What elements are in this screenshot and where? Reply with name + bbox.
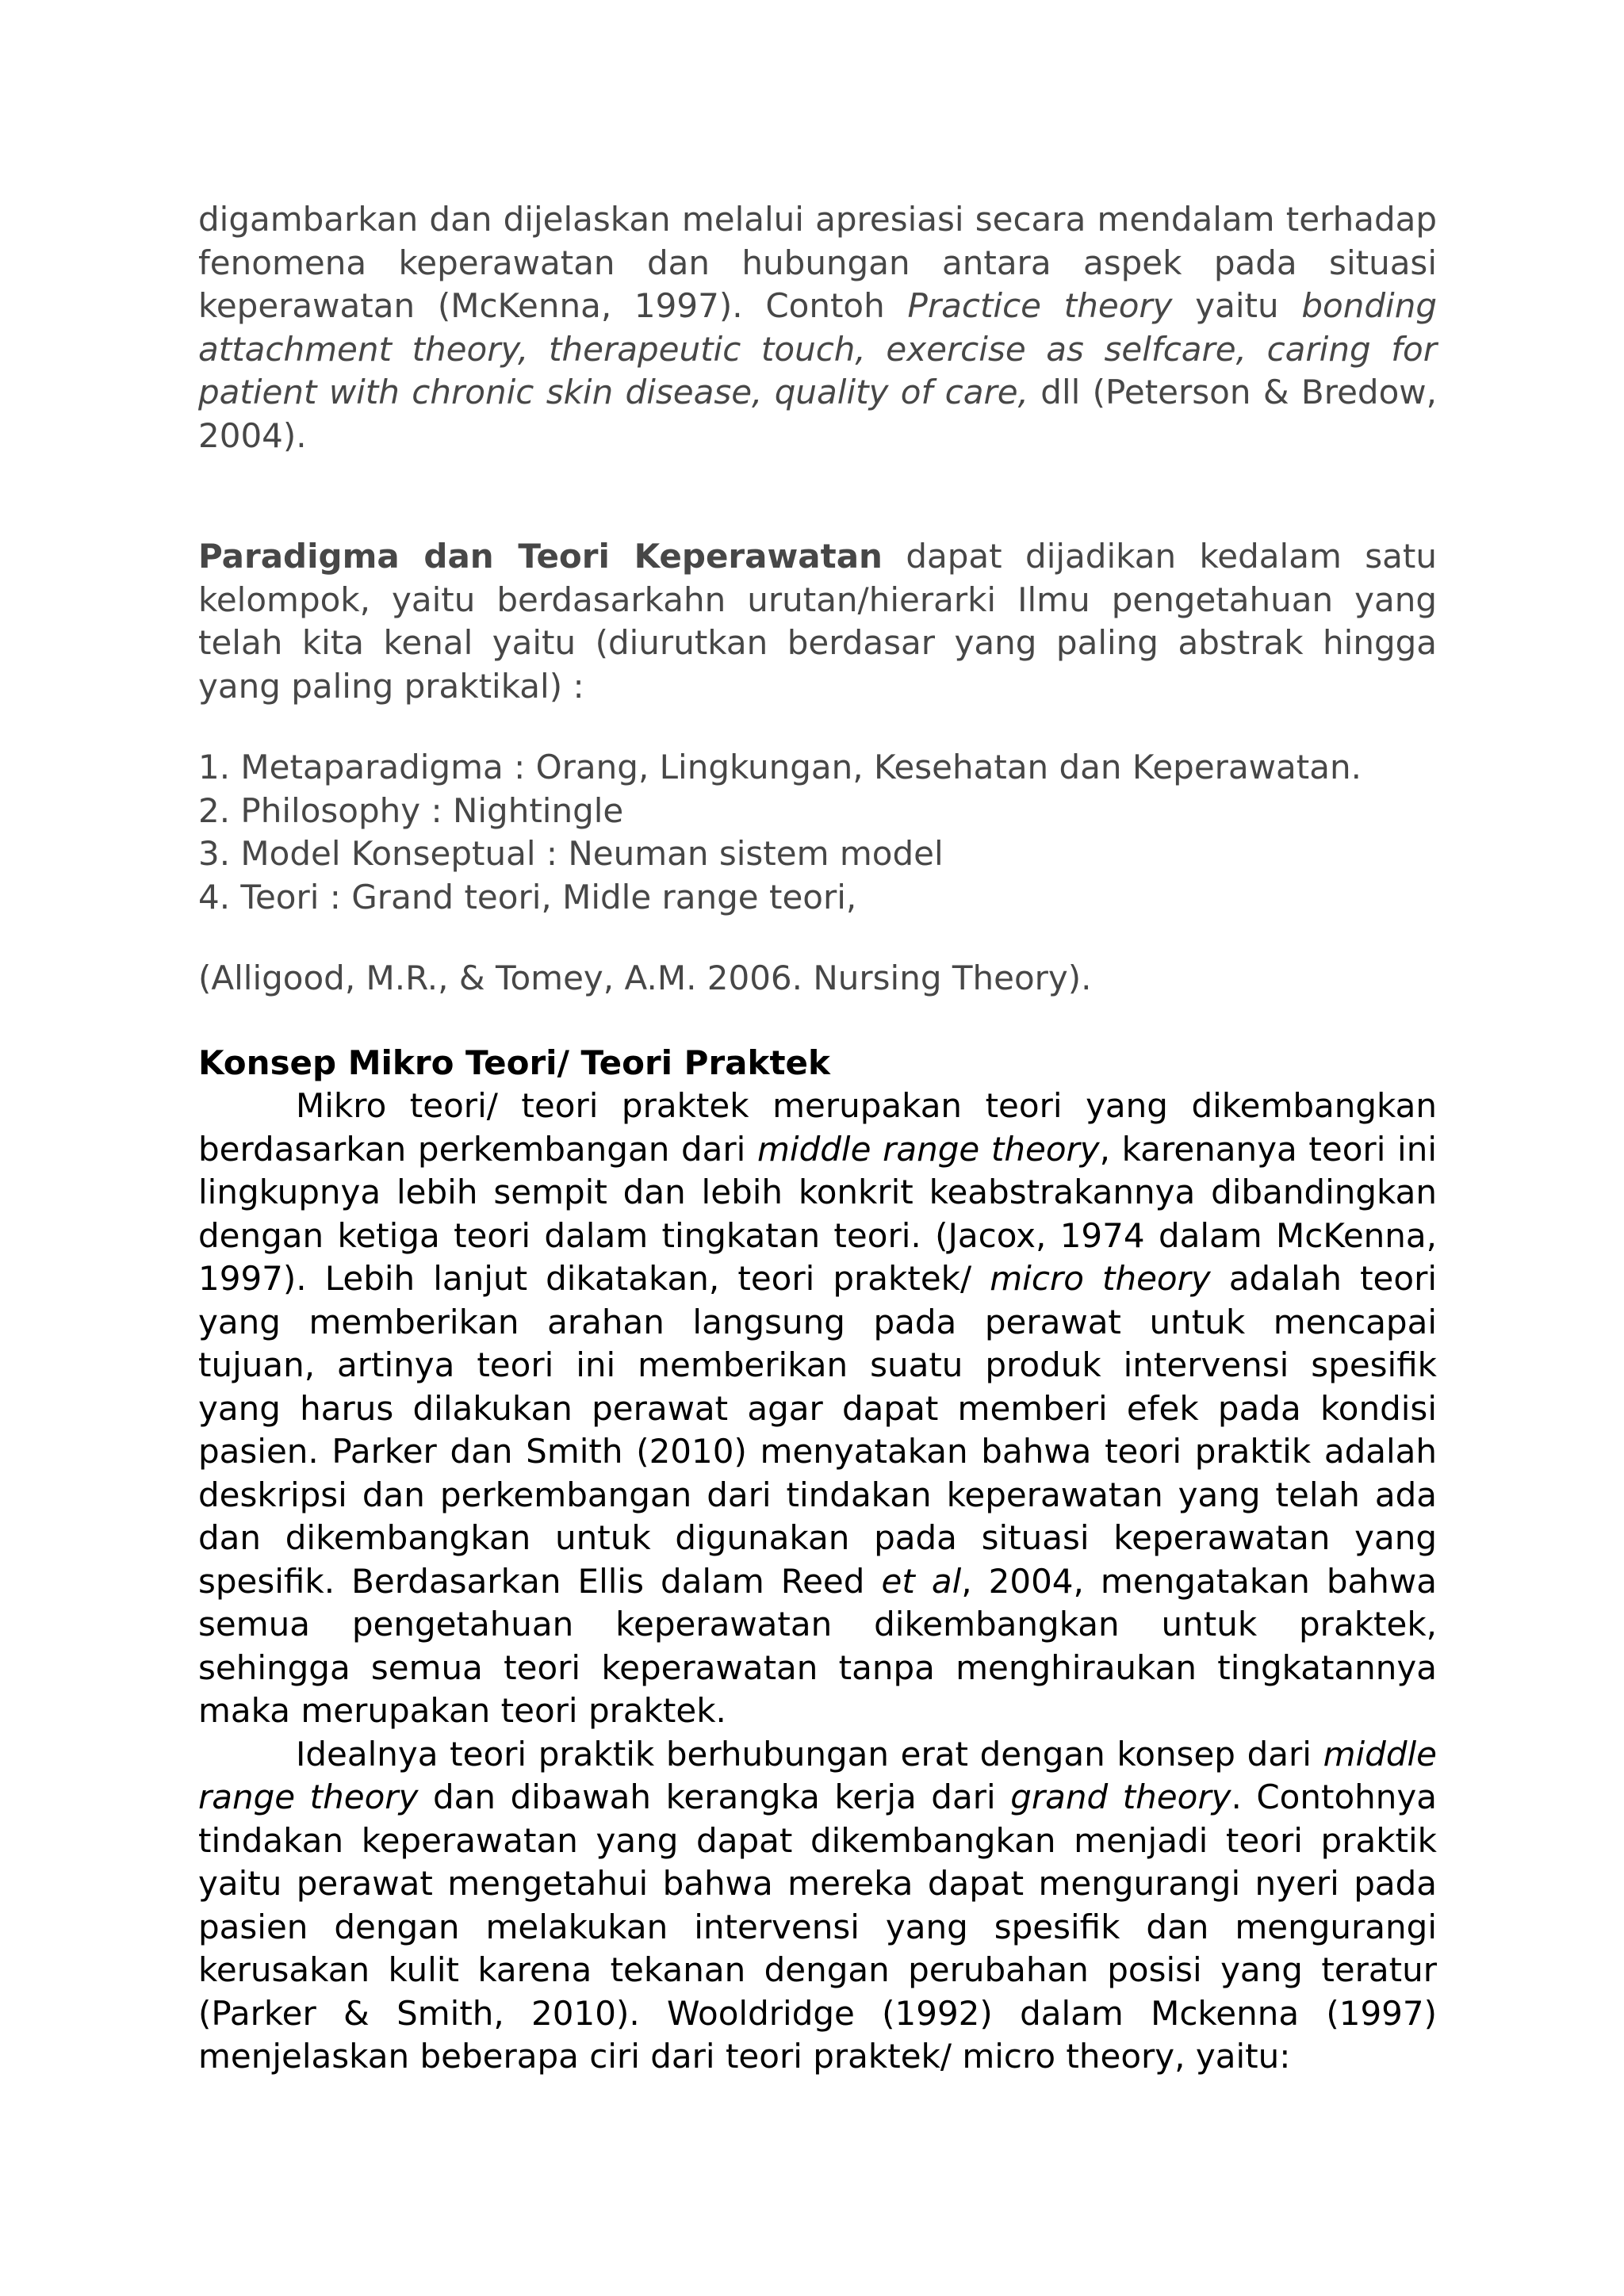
- paragraph-text: dan dibawah kerangka kerja dari: [418, 1777, 1011, 1816]
- paragraph-text: digambarkan dan dijelaskan melalui apresiasi secara mendalam terhadap fenomena keperawatan dan hubungan antara aspek pada situasi keperawatan (McKenna, 1997). Contoh: [198, 200, 1437, 325]
- paragraph-micro-theory: [198, 1085, 1437, 1733]
- bold-lead: Paradigma dan Teori Keperawatan: [198, 537, 883, 576]
- italic-term: micro theory: [990, 1259, 1211, 1298]
- paragraph-text: , 2004, mengatakan bahwa semua pengetahuan keperawatan dikembangkan untuk praktek, sehingga semua teori keperawatan tanpa menghiraukan tingkatannya maka merupakan teori praktek.: [198, 1561, 1437, 1730]
- paragraph-text: yaitu: [1172, 286, 1302, 325]
- paragraph-text: dapat dijadikan kedalam satu kelompok, yaitu berdasarkahn urutan/hierarki Ilmu pengetahuan yang telah kita kenal yaitu (diurutkan berdasar yang paling abstrak hingga yang paling praktikal) :: [198, 537, 1437, 706]
- section-heading: Konsep Mikro Teori/ Teori Praktek: [198, 1043, 830, 1082]
- paragraph-text: , karenanya teori ini lingkupnya lebih sempit dan lebih konkrit keabstrakannya dibandingkan dengan ketiga teori dalam tingkatan teori. (Jacox, 1974 dalam McKenna, 1997). Lebih lanjut dikatakan, teori praktek/: [198, 1129, 1437, 1298]
- list-item: 2. Philosophy : Nightingle: [198, 790, 624, 830]
- list-item: 3. Model Konseptual : Neuman sistem model: [198, 834, 944, 873]
- italic-term: middle range theory: [198, 1734, 1437, 1816]
- paragraph-text: adalah teori yang memberikan arahan langsung pada perawat untuk mencapai tujuan, artinya teori ini memberikan suatu produk intervensi spesifik yang harus dilakukan perawat agar dapat memberi efek pada kondisi pasien. Parker dan Smith (2010) menyatakan bahwa teori praktik adalah deskripsi dan perkembangan dari tindakan keperawatan yang telah ada dan dikembangkan untuk digunakan pada situasi keperawatan yang spesifik. Berdasarkan Ellis dalam Reed: [198, 1259, 1438, 1601]
- paragraph-text: Idealnya teori praktik berhubungan erat dengan konsep dari: [296, 1734, 1323, 1774]
- list-item: 1. Metaparadigma : Orang, Lingkungan, Kesehatan dan Keperawatan.: [198, 748, 1362, 786]
- paragraph-text: dll (Peterson & Bredow, 2004).: [198, 373, 1437, 455]
- paragraph-paradigma: [198, 535, 1437, 708]
- paragraph-practice-theory: [198, 198, 1437, 457]
- italic-term: grand theory: [1010, 1777, 1231, 1816]
- document-page: [198, 198, 1437, 2079]
- italic-examples: bonding attachment theory, therapeutic touch, exercise as selfcare, caring for patient with chronic skin disease, quality of care,: [198, 286, 1437, 411]
- italic-term: Practice theory: [907, 286, 1173, 325]
- paragraph-ideal-theory: [198, 1733, 1437, 2079]
- italic-term: middle range theory: [757, 1129, 1100, 1169]
- paragraph-text: Mikro teori/ teori praktek merupakan teori yang dikembangkan berdasarkan perkembangan dari: [198, 1086, 1437, 1169]
- paragraph-text: . Contohnya tindakan keperawatan yang dapat dikembangkan menjadi teori praktik yaitu perawat mengetahui bahwa mereka dapat mengurangi nyeri pada pasien dengan melakukan intervensi yang spesifik dan mengurangi kerusakan kulit karena tekanan dengan perubahan posisi yang teratur (Parker & Smith, 2010). Wooldridge (1992) dalam Mckenna (1997) menjelaskan beberapa ciri dari teori praktek/ micro theory, yaitu:: [198, 1777, 1437, 2076]
- citation: (Alligood, M.R., & Tomey, A.M. 2006. Nursing Theory).: [198, 959, 1092, 997]
- hierarchy-list: [198, 746, 1437, 919]
- list-item: 4. Teori : Grand teori, Midle range teori,: [198, 877, 857, 916]
- italic-term: et al: [881, 1561, 962, 1601]
